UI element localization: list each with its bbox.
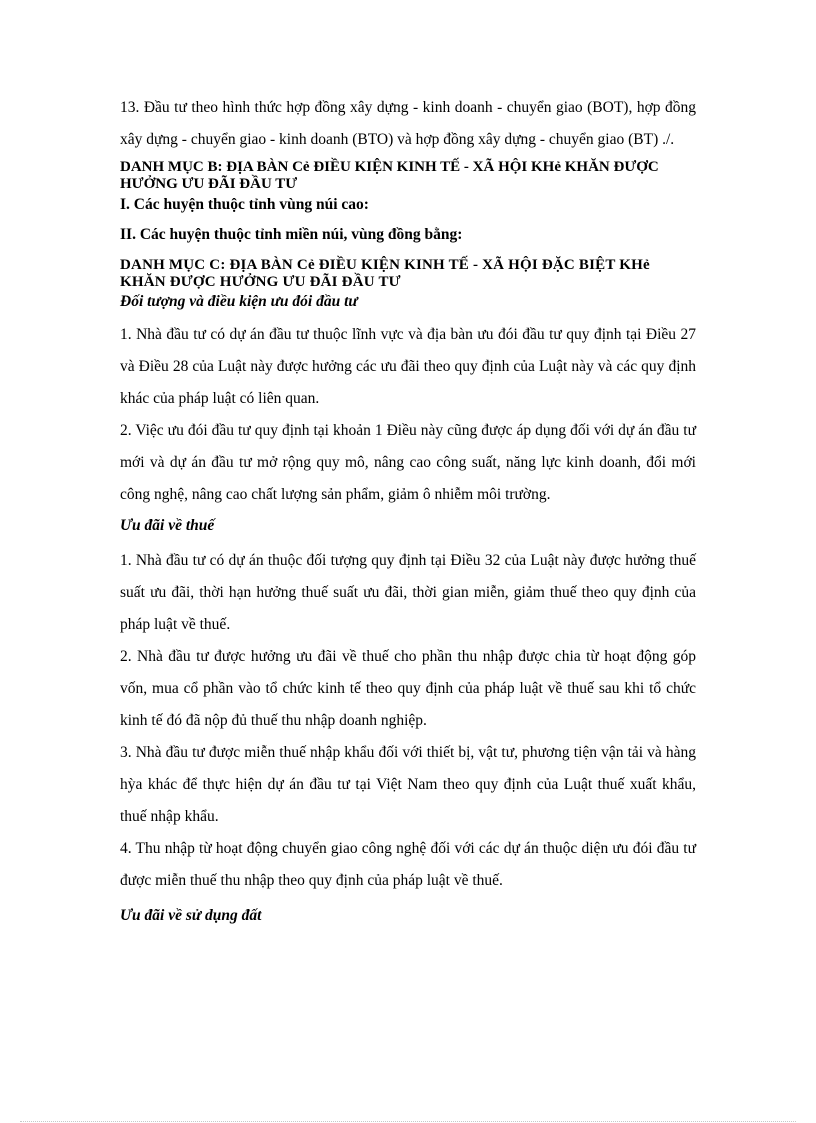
section-heading-tax: Ưu đãi về thuế	[120, 517, 215, 534]
tax-paragraph-1: 1. Nhà đầu tư có dự án thuộc đối tượng quy định tại Điều 32 của Luật này được hưởng thuế suất ưu đãi, thời hạn hưởng thuế suất ưu đãi, thời gian miễn, giảm thuế theo quy định của pháp luật về thuế.	[120, 552, 696, 633]
document-page	[120, 92, 696, 927]
list-b-item-2: II. Các huyện thuộc tỉnh miền núi, vùng đồng bằng:	[120, 226, 463, 243]
subjects-paragraph-2: 2. Việc ưu đói đầu tư quy định tại khoản 1 Điều này cũng được áp dụng đối với dự án đầu tư mới và dự án đầu tư mở rộng quy mô, nâng cao công suất, năng lực kinh doanh, đổi mới công nghệ, nâng cao chất lượng sản phẩm, giảm ô nhiễm môi trường.	[120, 422, 696, 503]
list-b-title: DANH MỤC B: ĐỊA BÀN Cẻ ĐIỀU KIỆN KINH TẾ - XÃ HỘI KHẻ KHĂN ĐƯỢC HƯỞNG ƯU ĐÃI ĐẦU TƯ	[120, 159, 659, 192]
tax-paragraph-2: 2. Nhà đầu tư được hưởng ưu đãi về thuế cho phần thu nhập được chia từ hoạt động góp vốn, mua cổ phần vào tổ chức kinh tế theo quy định của pháp luật về thuế sau khi tổ chức kinh tế đó đã nộp đủ thuế thu nhập doanh nghiệp.	[120, 648, 696, 729]
section-heading-subjects: Đối tượng và điều kiện ưu đói đầu tư	[120, 293, 358, 310]
list-c-title: DANH MỤC C: ĐỊA BÀN Cẻ ĐIỀU KIỆN KINH TẾ - XÃ HỘI ĐẶC BIỆT KHẻ KHĂN ĐƯỢC HƯỞNG ƯU ĐÃI ĐẦU TƯ	[120, 257, 650, 290]
list-b-item-1: I. Các huyện thuộc tỉnh vùng núi cao:	[120, 196, 369, 213]
paragraph-item-13: 13. Đầu tư theo hình thức hợp đồng xây dựng - kinh doanh - chuyển giao (BOT), hợp đồng xây dựng - chuyển giao - kinh doanh (BTO) và hợp đồng xây dựng - chuyển giao (BT) ./.	[120, 99, 696, 148]
page-bottom-divider	[20, 1121, 796, 1122]
tax-paragraph-3: 3. Nhà đầu tư được miễn thuế nhập khẩu đối với thiết bị, vật tư, phương tiện vận tải và hàng hỳa khác để thực hiện dự án đầu tư tại Việt Nam theo quy định của Luật thuế xuất khẩu, thuế nhập khẩu.	[120, 744, 696, 825]
tax-paragraph-4: 4. Thu nhập từ hoạt động chuyển giao công nghệ đối với các dự án thuộc diện ưu đói đầu tư được miễn thuế thu nhập theo quy định của pháp luật về thuế.	[120, 840, 696, 889]
section-heading-land: Ưu đãi về sử dụng đất	[120, 907, 262, 924]
subjects-paragraph-1: 1. Nhà đầu tư có dự án đầu tư thuộc lĩnh vực và địa bàn ưu đói đầu tư quy định tại Điều 27 và Điều 28 của Luật này được hưởng các ưu đãi theo quy định của Luật này và các quy định khác của pháp luật có liên quan.	[120, 326, 696, 407]
